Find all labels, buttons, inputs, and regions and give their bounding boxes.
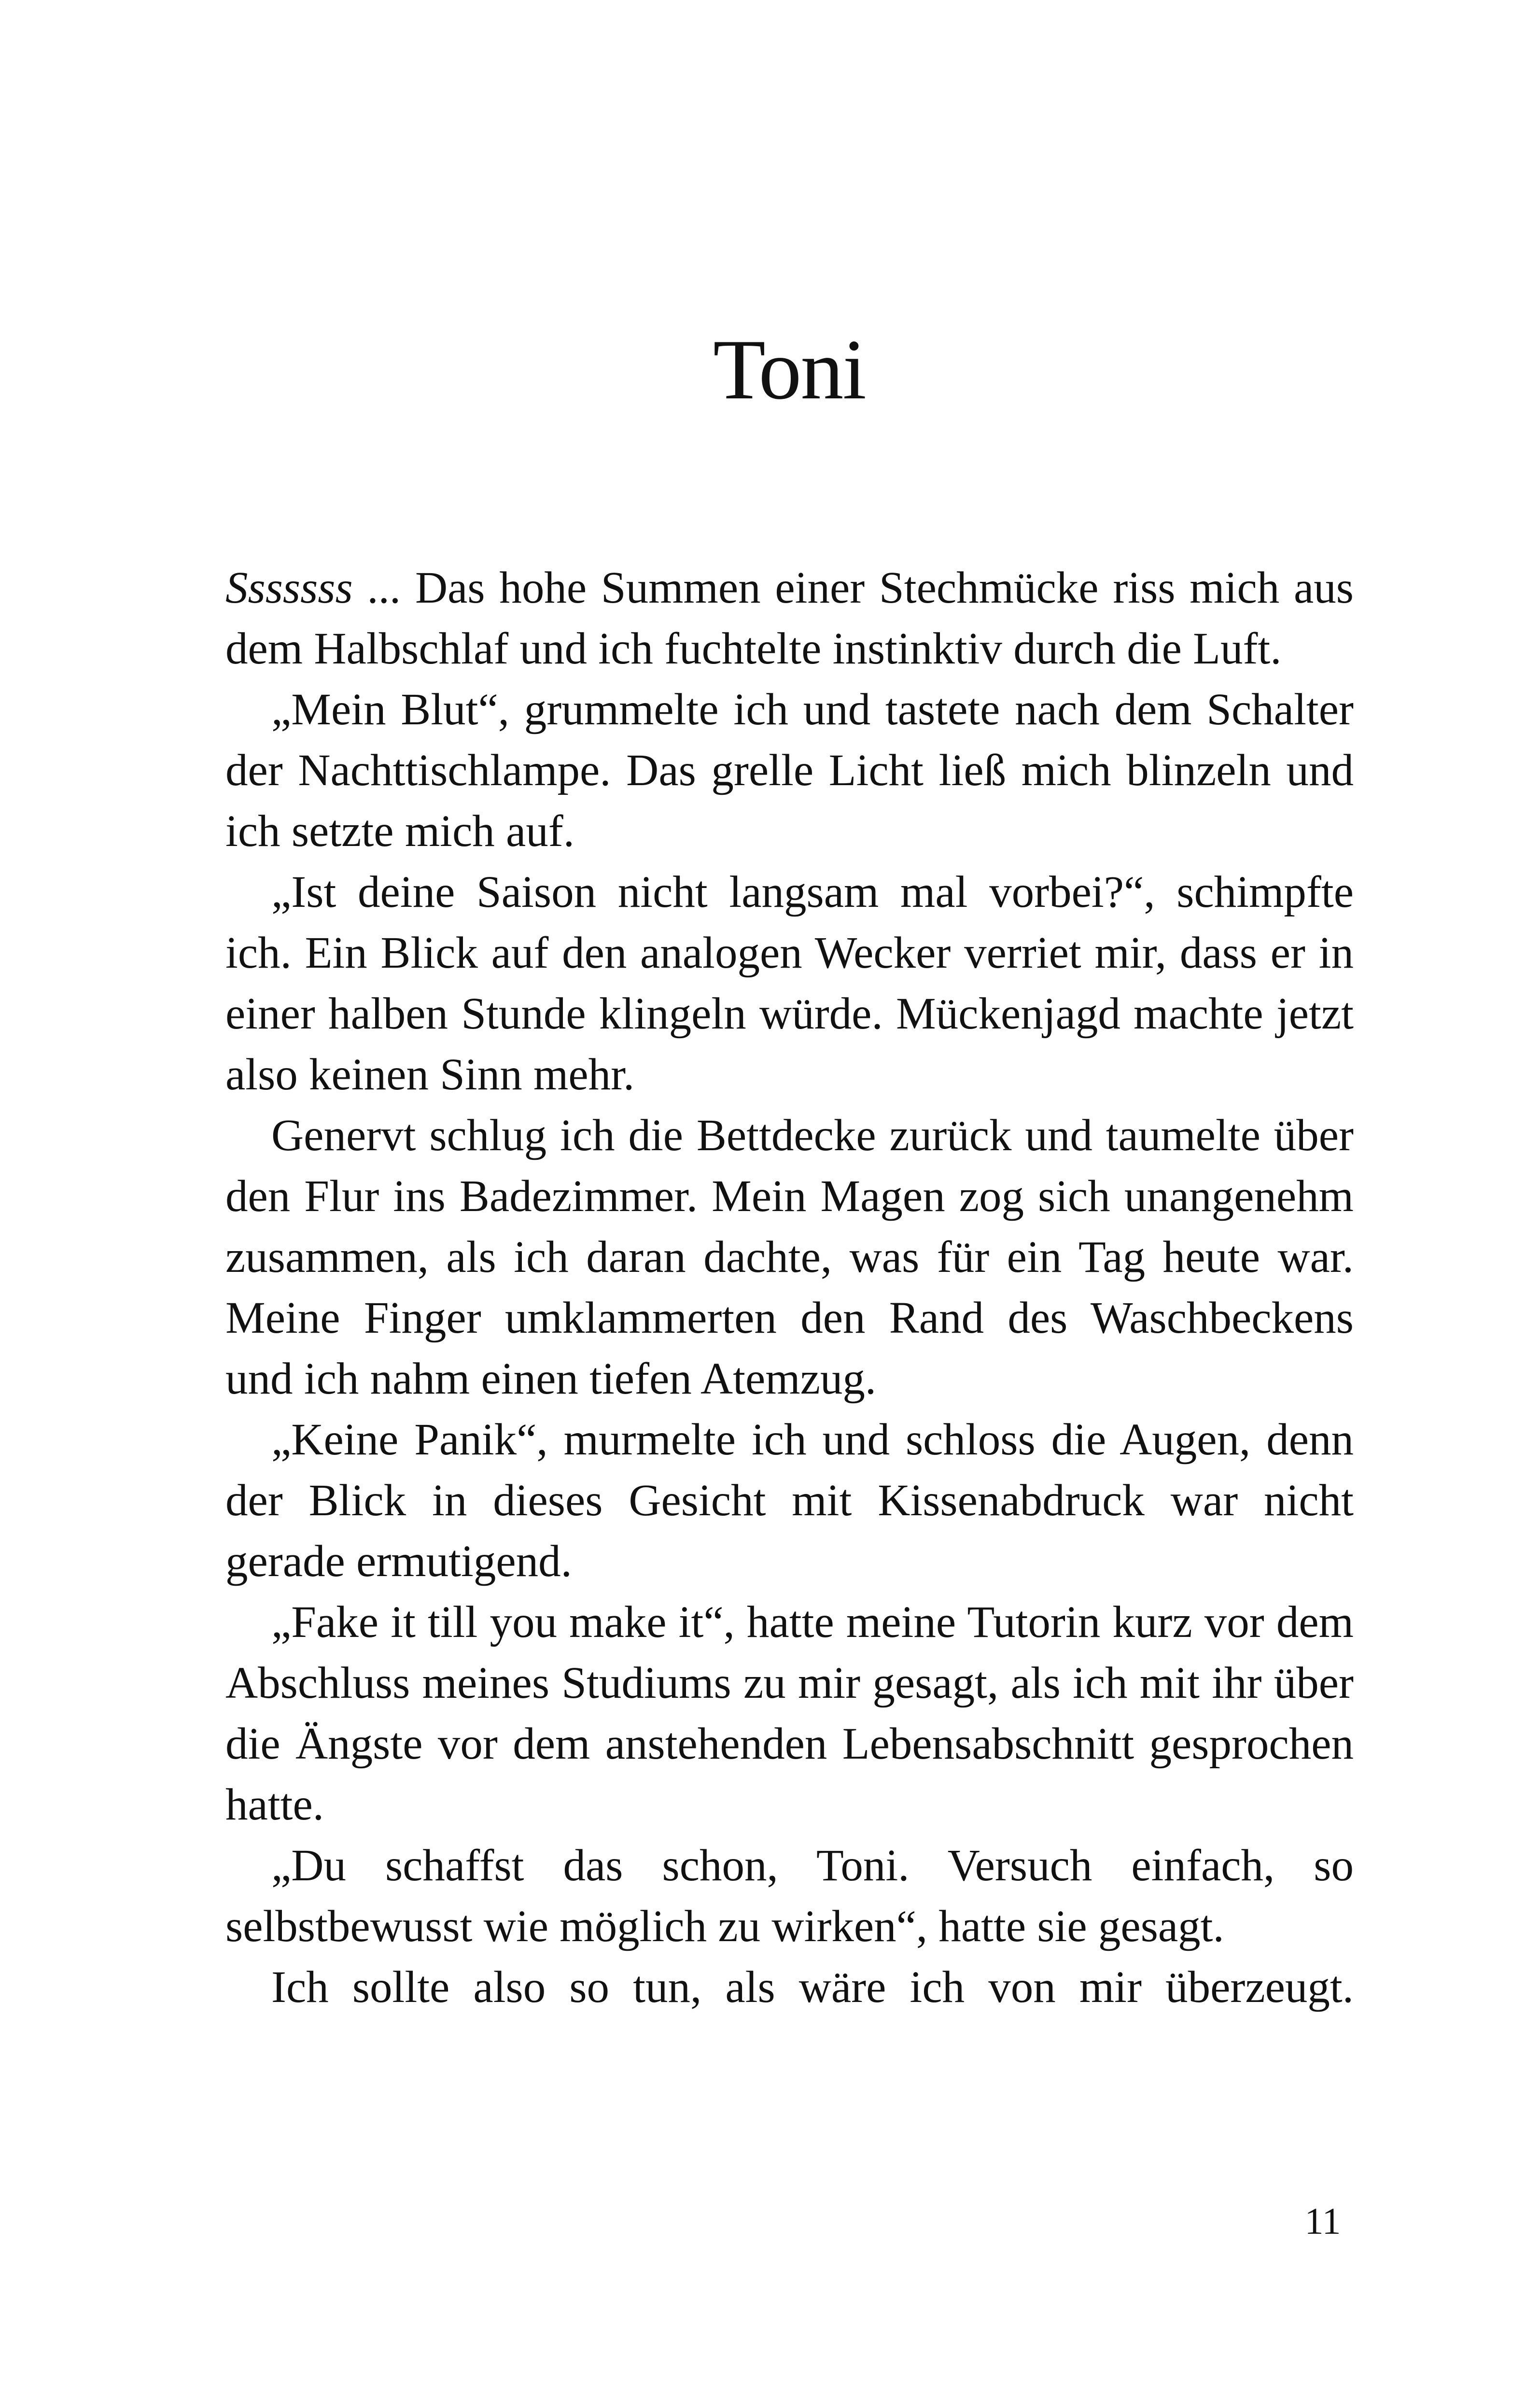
- body-text: [225, 558, 1354, 2018]
- paragraph-1-text: ... Das hohe Summen einer Stechmücke riss mich aus dem Halbschlaf und ich fuchtelte instinktiv durch die Luft.: [225, 563, 1354, 674]
- paragraph-1: [225, 558, 1354, 679]
- paragraph-4: Genervt schlug ich die Bettdecke zurück und taumelte über den Flur ins Badezimmer. Mein Magen zog sich unangenehm zusammen, als ich daran dachte, was für ein Tag heute war. Meine Finger umklammerten den Rand des Waschbeckens und ich nahm einen tiefen Atemzug.: [225, 1111, 1354, 1404]
- paragraph-8: Ich sollte also so tun, als wäre ich von mir überzeugt.: [271, 1962, 1354, 2012]
- page-number: 11: [1304, 2200, 1341, 2242]
- onomatopoeia: Sssssss: [225, 563, 353, 613]
- chapter-title: Toni: [713, 322, 866, 417]
- paragraph-7: „Du schaffst das schon, Toni. Versuch einfach, so selbstbewusst wie möglich zu wirken“, hatte sie gesagt.: [225, 1841, 1354, 1951]
- paragraph-6: „Fake it till you make it“, hatte meine Tutorin kurz vor dem Abschluss meines Studiums zu mir gesagt, als ich mit ihr über die Ängste vor dem anstehenden Lebensabschnitt gesprochen hatte.: [225, 1597, 1354, 1830]
- paragraph-5: „Keine Panik“, murmelte ich und schloss die Augen, denn der Blick in dieses Gesicht mit Kissenabdruck war nicht gerade ermutigend.: [225, 1415, 1354, 1586]
- paragraph-2: „Mein Blut“, grummelte ich und tastete nach dem Schalter der Nachttischlampe. Das grelle Licht ließ mich blinzeln und ich setzte mich auf.: [225, 685, 1354, 856]
- paragraph-3: „Ist deine Saison nicht langsam mal vorbei?“, schimpfte ich. Ein Blick auf den analogen Wecker verriet mir, dass er in einer halben Stunde klingeln würde. Mückenjagd machte jetzt also keinen Sinn mehr.: [225, 867, 1354, 1099]
